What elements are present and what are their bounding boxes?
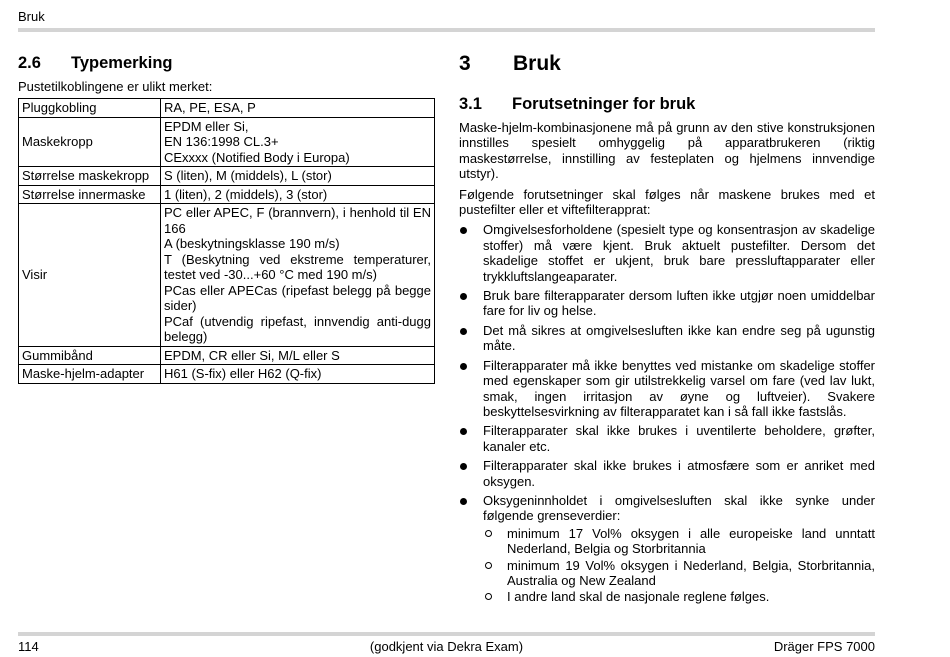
- list-item: Omgivelsesforholdene (spesielt type og konsentrasjon av skadelige stoffer) må være kjent. Bruk aktuelt pustefilter. Dersom det skadelige stoffet er ukjent, bruk bare pressluftapparater eller trykkluftslangeaparater.: [459, 222, 875, 284]
- list-item: Filterapparater skal ikke brukes i uventilerte beholdere, grøfter, kanaler etc.: [459, 423, 875, 454]
- table-row: [19, 117, 435, 167]
- row-value: S (liten), M (middels), L (stor): [161, 167, 435, 186]
- table-row: [19, 167, 435, 186]
- sub-list-item: minimum 19 Vol% oksygen i Nederland, Belgia, Storbritannia, Australia og New Zealand: [483, 558, 875, 589]
- chapter-number: 3: [459, 52, 471, 75]
- chapter-title: Bruk: [513, 52, 561, 75]
- sub-list-item: minimum 17 Vol% oksygen i alle europeiske land unntatt Nederland, Belgia og Storbritannia: [483, 526, 875, 557]
- row-key: Pluggkobling: [19, 99, 161, 118]
- intro-text: Pustetilkoblingene er ulikt merket:: [18, 79, 213, 94]
- table-row: [19, 346, 435, 365]
- requirements-body: [459, 120, 875, 609]
- paragraph: Maske-hjelm-kombinasjonene må på grunn av den stive konstruksjonen innstilles spesielt omhyggelig på apparatbrukeren (riktig maskestørrelse, innstilling av festeplaten og hjelmens innvendige utstyr).: [459, 120, 875, 182]
- sub-list: [483, 526, 875, 605]
- page-number: 114: [18, 639, 39, 654]
- section-title: Forutsetninger for bruk: [512, 95, 696, 113]
- table-row: [19, 99, 435, 118]
- row-key: Visir: [19, 204, 161, 347]
- requirements-list: [459, 222, 875, 604]
- circle-bullet-icon: [485, 530, 492, 537]
- row-value: PC eller APEC, F (brannvern), i henhold til EN 166 A (beskytningsklasse 190 m/s) T (Beskytning ved ekstreme temperaturer, testet ved -30...+60 °C med 190 m/s) PCas eller APECas (ripefast belegg på begge sider) PCaf (utvendig ripefast, innvendig anti-dugg belegg): [161, 204, 435, 347]
- section-number: 3.1: [459, 95, 482, 113]
- bullet-icon: [460, 227, 467, 234]
- section-number: 2.6: [18, 54, 41, 72]
- row-value: 1 (liten), 2 (middels), 3 (stor): [161, 185, 435, 204]
- product-name: Dräger FPS 7000: [773, 639, 875, 654]
- paragraph: Følgende forutsetninger skal følges når maskene brukes med et pustefilter eller et viftefilterapprat:: [459, 186, 875, 218]
- row-value: EPDM, CR eller Si, M/L eller S: [161, 346, 435, 365]
- list-item: Filterapparater skal ikke brukes i atmosfære som er anriket med oksygen.: [459, 458, 875, 489]
- sub-list-item: I andre land skal de nasjonale reglene følges.: [483, 589, 875, 604]
- bullet-icon: [460, 498, 467, 505]
- list-item: Det må sikres at omgivelsesluften ikke kan endre seg på ugunstig måte.: [459, 323, 875, 354]
- section-heading-2-6: [18, 54, 172, 73]
- row-key: Maskekropp: [19, 117, 161, 167]
- bullet-icon: [460, 428, 467, 435]
- footer-rule: [18, 632, 875, 636]
- running-header: Bruk: [18, 9, 45, 24]
- list-item: Bruk bare filterapparater dersom luften ikke utgjør noen umiddelbar fare for liv og helse.: [459, 288, 875, 319]
- row-value: RA, PE, ESA, P: [161, 99, 435, 118]
- list-item: Filterapparater må ikke benyttes ved mistanke om skadelige stoffer med egenskaper som gir utilstrekkelig varsel om fare (ved lav lukt, smak, ingen irritasjon av øyne og luftveier). Svakere beskyttelsesvirkning av filterapparatet kan i så fall ikke fastslås.: [459, 358, 875, 420]
- section-title: Typemerking: [71, 54, 173, 72]
- table-row: [19, 204, 435, 347]
- circle-bullet-icon: [485, 593, 492, 600]
- table-row: [19, 365, 435, 384]
- bullet-icon: [460, 328, 467, 335]
- row-key: Maske-hjelm-adapter: [19, 365, 161, 384]
- row-key: Størrelse innermaske: [19, 185, 161, 204]
- header-rule: [18, 28, 875, 32]
- bullet-icon: [460, 463, 467, 470]
- bullet-icon: [460, 293, 467, 300]
- type-marking-table: [18, 98, 435, 384]
- circle-bullet-icon: [485, 562, 492, 569]
- row-value: H61 (S-fix) eller H62 (Q-fix): [161, 365, 435, 384]
- row-key: Gummibånd: [19, 346, 161, 365]
- table-row: [19, 185, 435, 204]
- chapter-heading: [459, 52, 561, 76]
- section-heading-3-1: [459, 95, 695, 114]
- row-value: EPDM eller Si, EN 136:1998 CL.3+ CExxxx (Notified Body i Europa): [161, 117, 435, 167]
- row-key: Størrelse maskekropp: [19, 167, 161, 186]
- list-item: Oksygeninnholdet i omgivelsesluften skal ikke synke under følgende grenseverdier: minimum 17 Vol% oksygen i alle europeiske land unntatt Nederland, Belgia og Storbritannia minimum 19 Vol% oksygen i Nederland, Belgia, Storbritannia, Australia og New Zealand I andre land skal de nasjonale reglene følges.: [459, 493, 875, 605]
- bullet-icon: [460, 363, 467, 370]
- approval-note: (godkjent via Dekra Exam): [369, 639, 524, 654]
